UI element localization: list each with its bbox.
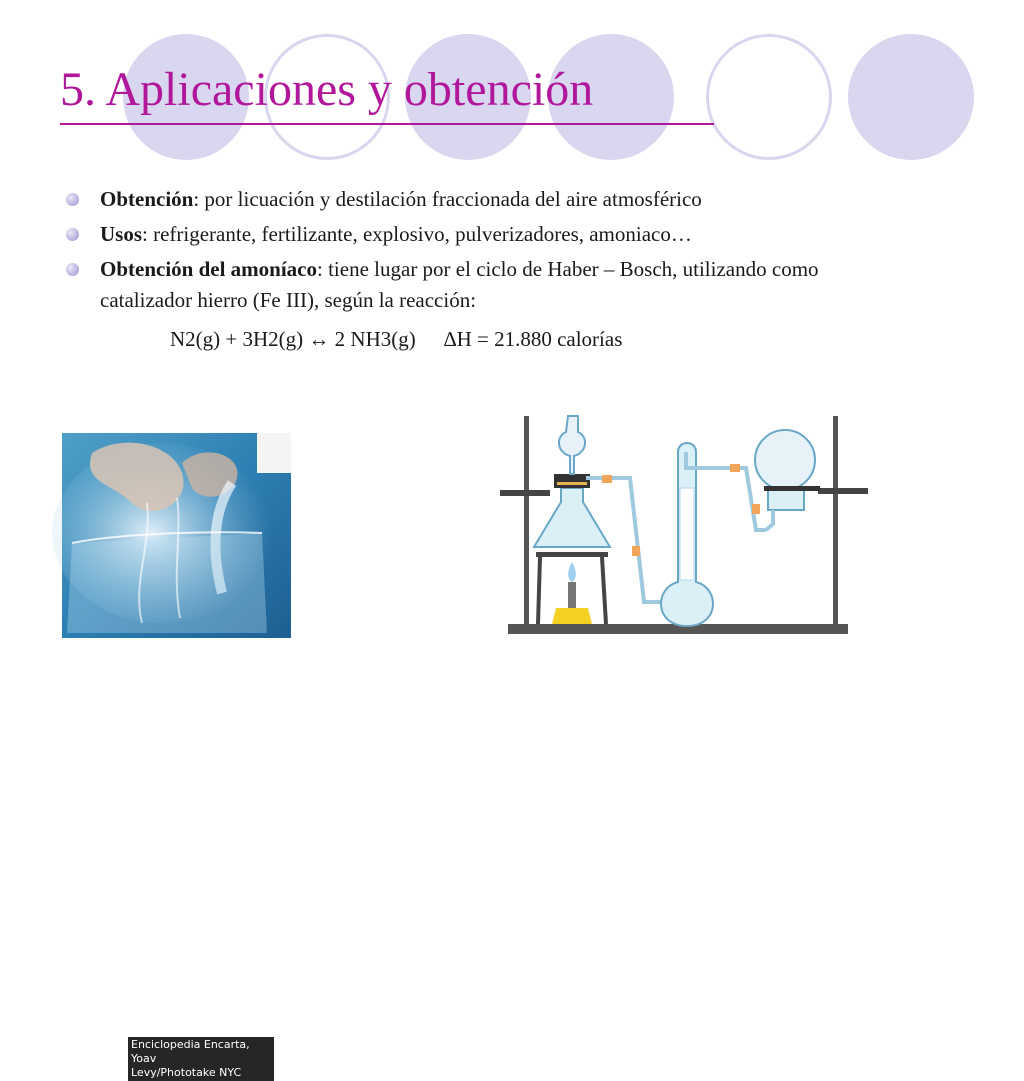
bullet-icon — [66, 228, 79, 241]
photo-caption-line: Enciclopedia Encarta, Yoav — [131, 1038, 250, 1065]
bullet-item — [66, 184, 966, 215]
equation-reaction: N2(g) + 3H2(g) ↔ 2 NH3(g) — [170, 327, 416, 351]
bullet-text: : refrigerante, fertilizante, explosivo, pulverizadores, amoniaco… — [142, 222, 692, 246]
liquid-nitrogen-photo — [62, 433, 291, 1079]
photo-caption — [128, 1037, 274, 1081]
bullet-icon — [66, 193, 79, 206]
burner — [552, 608, 592, 624]
bullet-item — [66, 219, 966, 250]
photo-image — [62, 433, 291, 638]
haber-bosch-apparatus-illustration — [498, 412, 870, 640]
decor-circle-5 — [706, 34, 832, 160]
tripod-top — [536, 552, 608, 557]
bullet-list — [66, 184, 966, 320]
equation-enthalpy: ∆H = 21.880 calorías — [443, 327, 623, 351]
photo-caption-line: Levy/Phototake NYC — [131, 1066, 242, 1079]
clamp-right — [818, 488, 868, 494]
decor-circle-6 — [848, 34, 974, 160]
bullet-term: Obtención del amoníaco — [100, 257, 318, 281]
conical-flask — [534, 488, 610, 547]
stand-rod-right — [833, 416, 838, 626]
bullet-term: Usos — [100, 222, 143, 246]
bullet-text: : tiene lugar por el ciclo de Haber – Bosch, utilizando como catalizador hierro (Fe III), según la reacción: — [100, 257, 819, 312]
bullet-icon — [66, 263, 79, 276]
reaction-equation — [170, 327, 622, 352]
stand-rod-left — [524, 416, 529, 626]
clamp-left — [500, 490, 550, 496]
bullet-item — [66, 254, 900, 316]
round-flask — [755, 430, 815, 490]
slide-title: 5. Aplicaciones y obtención — [60, 63, 594, 116]
bullet-text: : por licuación y destilación fraccionada del aire atmosférico — [193, 187, 702, 211]
bullet-term: Obtención — [100, 187, 194, 211]
title-underline — [60, 123, 714, 125]
flask-stopper — [554, 474, 590, 488]
